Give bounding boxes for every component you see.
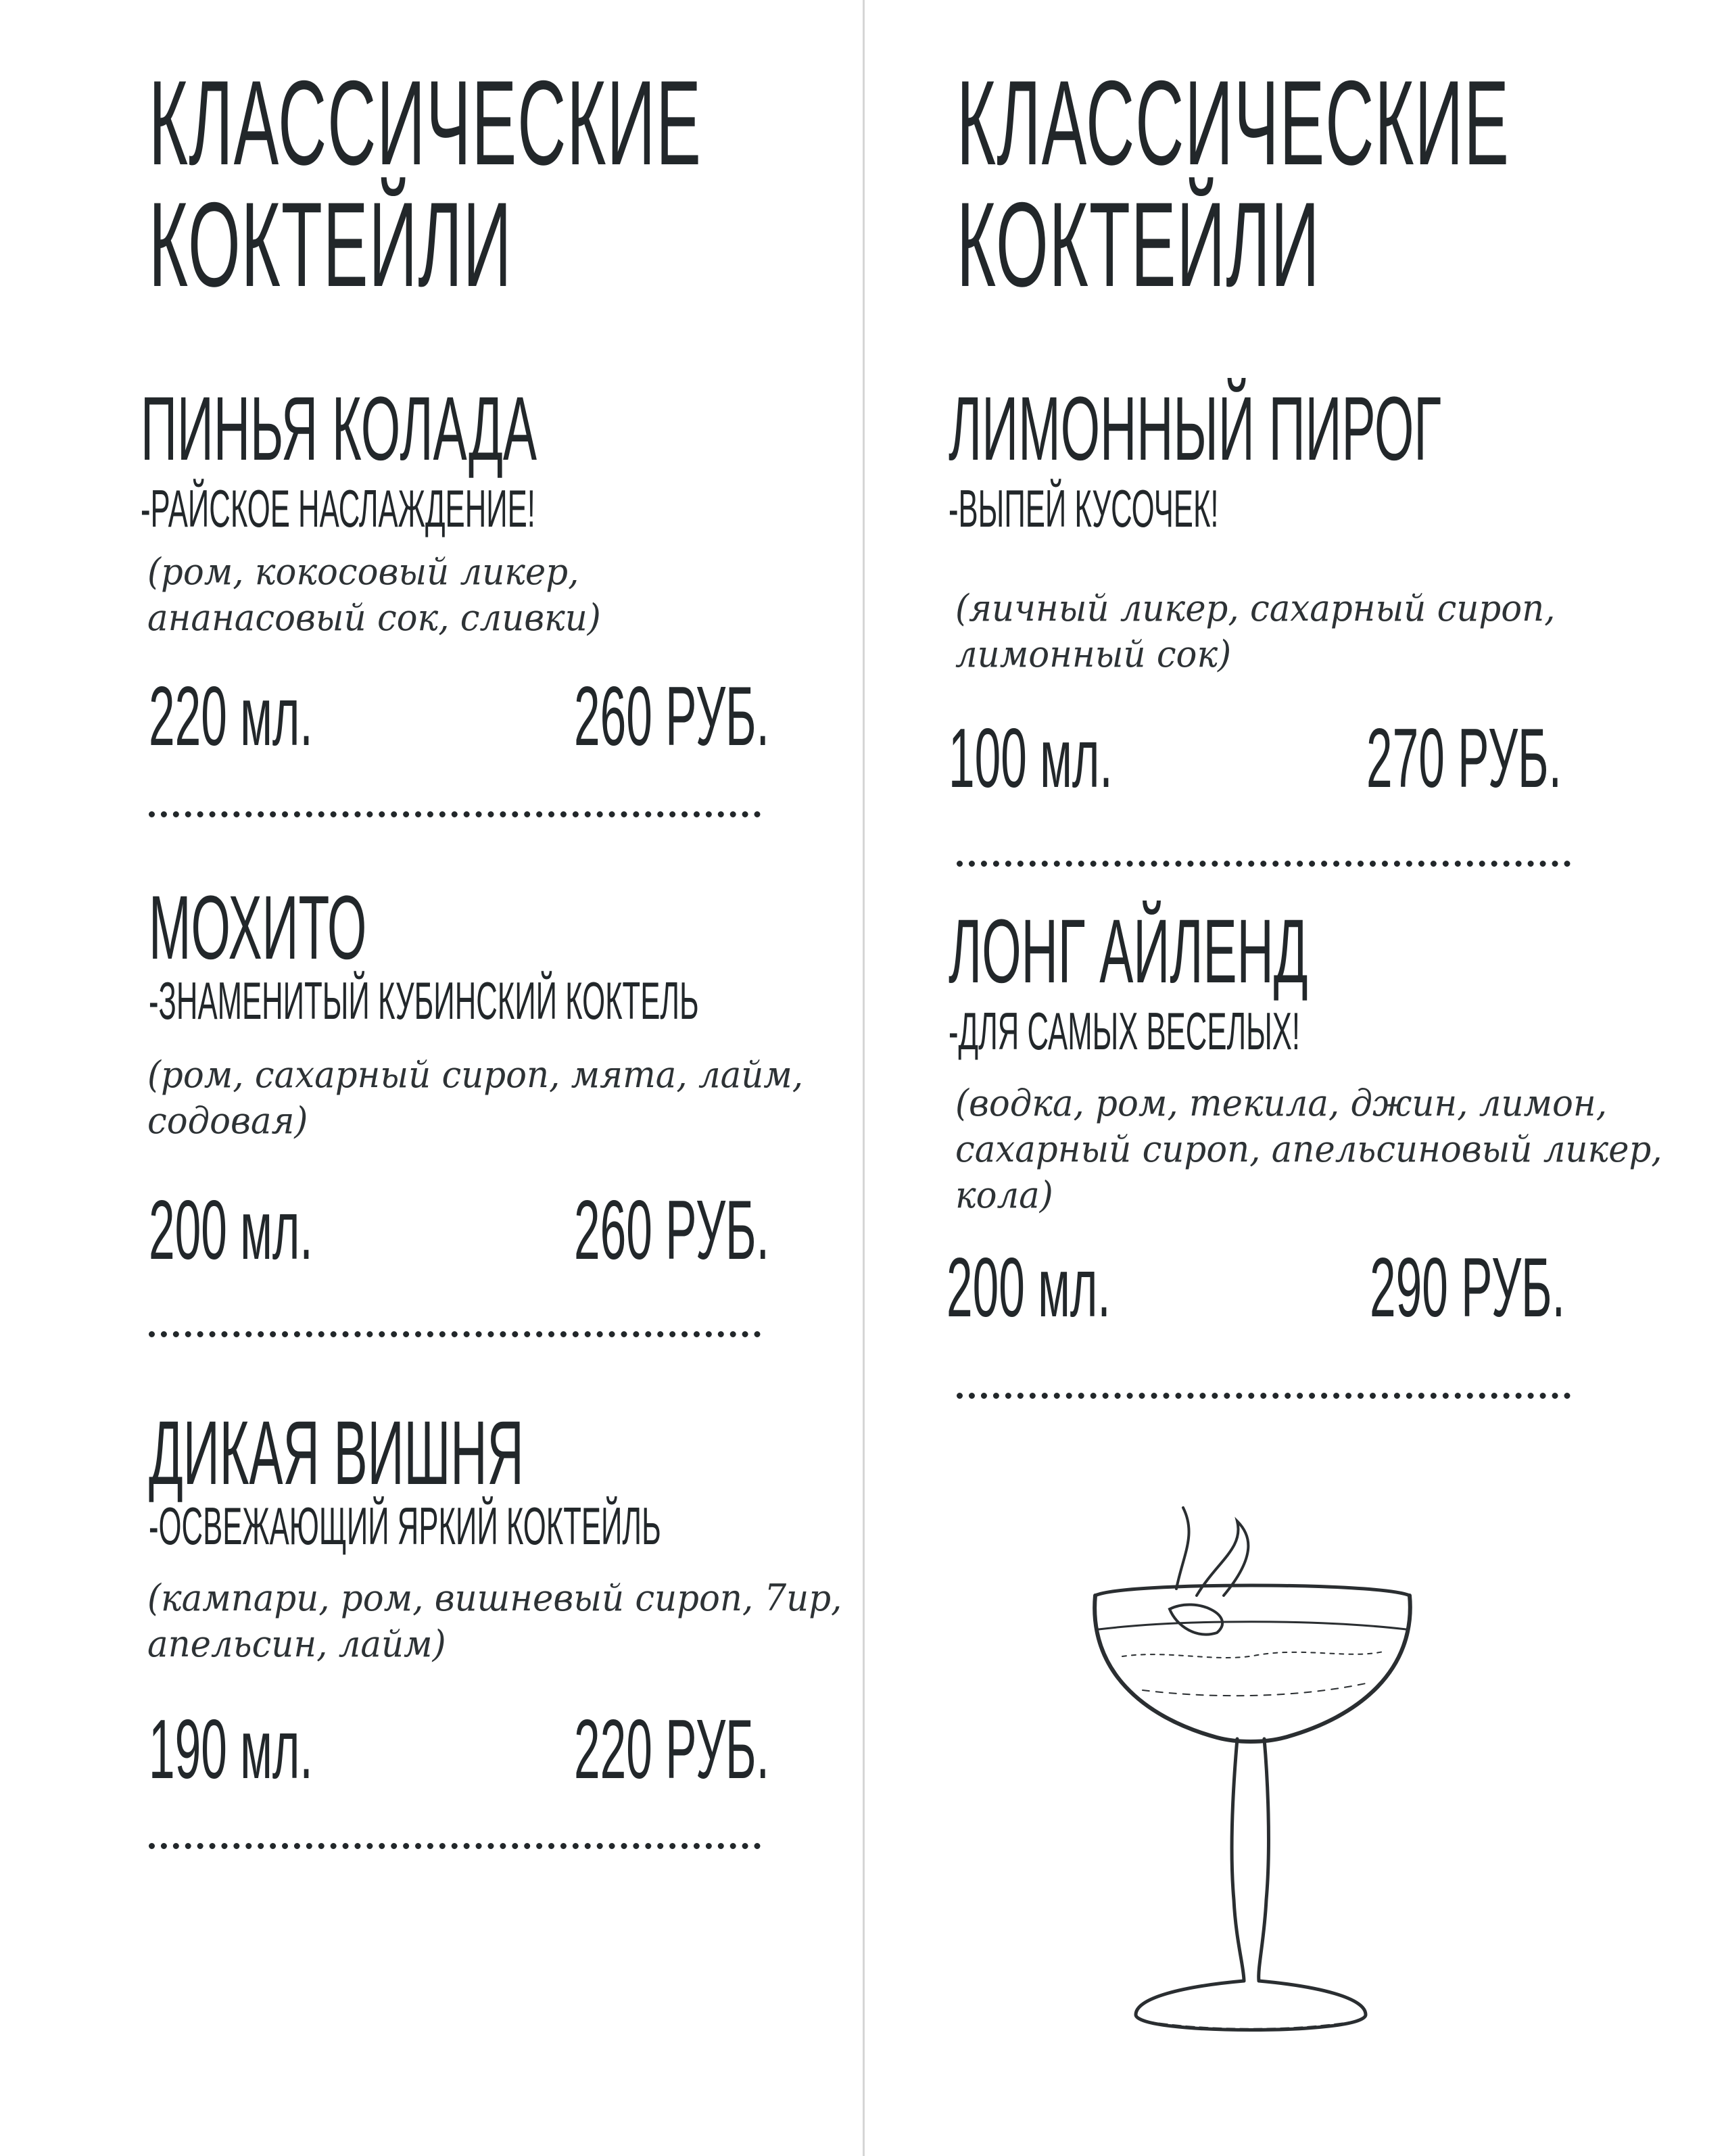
item-volume: 200 мл. — [149, 1184, 313, 1277]
item-ingredients: (яичный ликер, сахарный сироп, лимонный сок) — [955, 587, 1556, 675]
page-title-line1: КЛАССИЧЕСКИЕ — [957, 55, 1510, 190]
item-tagline: -ДЛЯ САМЫХ ВЕСЕЛЫХ! — [949, 1001, 1301, 1061]
item-price: 260 РУБ. — [574, 670, 769, 763]
page-divider — [863, 0, 865, 2156]
dotted-separator — [957, 861, 1571, 867]
dotted-separator — [957, 1393, 1571, 1399]
item-name: ЛОНГ АЙЛЕНД — [949, 901, 1308, 1002]
item-volume: 100 мл. — [949, 712, 1113, 805]
page-title-line2: КОКТЕЙЛИ — [957, 177, 1320, 312]
item-volume: 190 мл. — [149, 1703, 313, 1796]
item-price: 270 РУБ. — [1366, 712, 1562, 805]
item-name: МОХИТО — [149, 878, 367, 978]
item-price: 260 РУБ. — [574, 1184, 769, 1277]
item-ingredients: (водка, ром, текила, джин, лимон, сахарный сироп, апельсиновый ликер, кола) — [955, 1082, 1662, 1216]
dotted-separator — [149, 811, 761, 817]
item-price: 220 РУБ. — [574, 1703, 769, 1796]
dotted-separator — [149, 1843, 761, 1849]
page-title-line2: КОКТЕЙЛИ — [149, 177, 512, 312]
item-ingredients: (кампари, ром, вишневый сироп, 7ир, апельсин, лайм) — [147, 1577, 842, 1665]
item-price: 290 РУБ. — [1370, 1241, 1565, 1335]
item-ingredients: (ром, кокосовый ликер, ананасовый сок, сливки) — [147, 550, 601, 639]
item-tagline: -ОСВЕЖАЮЩИЙ ЯРКИЙ КОКТЕЙЛЬ — [149, 1496, 661, 1556]
page-title-line1: КЛАССИЧЕСКИЕ — [149, 55, 702, 190]
item-ingredients: (ром, сахарный сироп, мята, лайм, содовая) — [147, 1053, 804, 1142]
item-name: ПИНЬЯ КОЛАДА — [141, 379, 537, 479]
item-tagline: -ВЫПЕЙ КУСОЧЕК! — [949, 479, 1219, 538]
dotted-separator — [149, 1331, 761, 1337]
item-tagline: -ЗНАМЕНИТЫЙ КУБИНСКИЙ КОКТЕЛЬ — [149, 971, 699, 1030]
cocktail-glass-illustration — [1082, 1494, 1420, 2055]
item-volume: 200 мл. — [946, 1241, 1111, 1335]
item-name: ДИКАЯ ВИШНЯ — [149, 1403, 524, 1504]
item-tagline: -РАЙСКОЕ НАСЛАЖДЕНИЕ! — [141, 479, 535, 538]
item-volume: 220 мл. — [149, 670, 313, 763]
item-name: ЛИМОННЫЙ ПИРОГ — [949, 379, 1441, 479]
